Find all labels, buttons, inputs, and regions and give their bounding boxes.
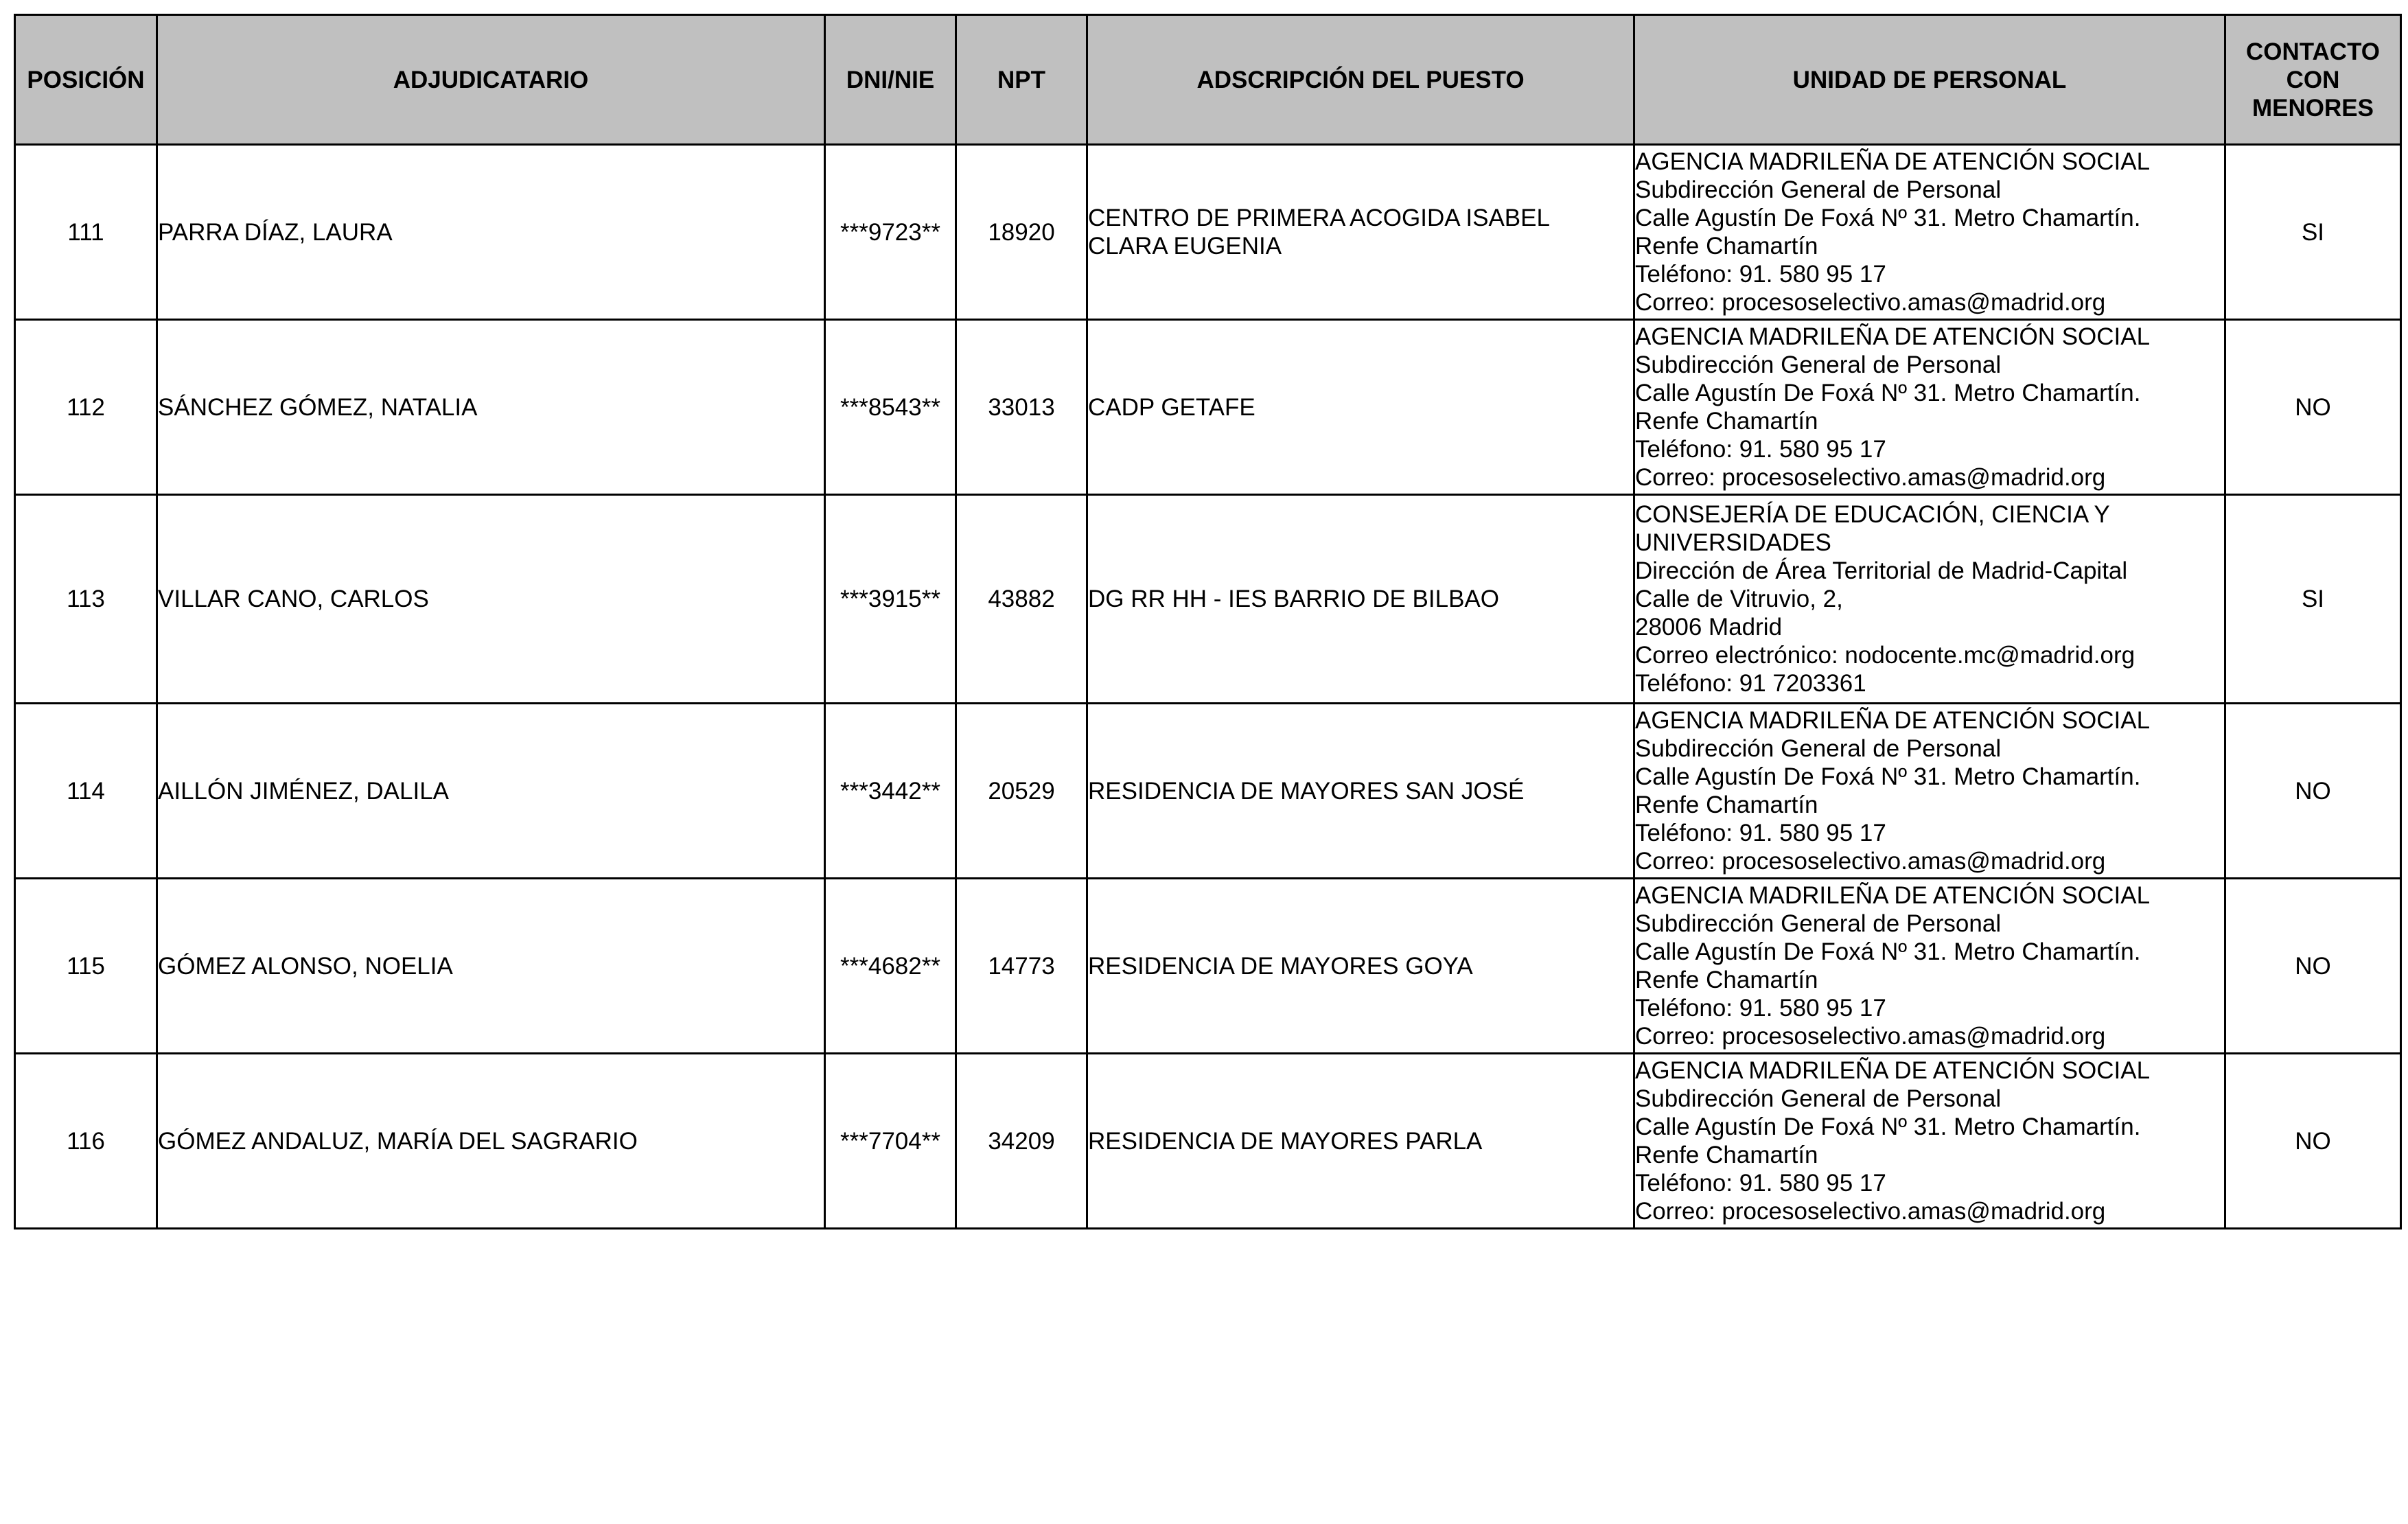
header-npt: NPT: [956, 15, 1087, 145]
cell-contacto: SI: [2225, 495, 2401, 704]
cell-adjudicatario: GÓMEZ ALONSO, NOELIA: [157, 879, 825, 1054]
unidad-text: AGENCIA MADRILEÑA DE ATENCIÓN SOCIAL Subdirección General de Personal Calle Agustín De Foxá Nº 31. Metro Chamartín. Renfe Chamartín Teléfono: 91. 580 95 17 Correo: procesoselectivo.amas@madrid.org: [1635, 323, 2151, 491]
cell-contacto: NO: [2225, 704, 2401, 879]
table-row: [15, 704, 2401, 879]
adjudications-table: [14, 14, 2402, 1229]
header-adscripcion: ADSCRIPCIÓN DEL PUESTO: [1087, 15, 1634, 145]
cell-dni: ***4682**: [825, 879, 956, 1054]
cell-adscripcion: DG RR HH - IES BARRIO DE BILBAO: [1087, 495, 1634, 704]
table-row: [15, 495, 2401, 704]
cell-dni: ***3442**: [825, 704, 956, 879]
table-row: [15, 879, 2401, 1054]
cell-npt: 18920: [956, 145, 1087, 320]
cell-npt: 14773: [956, 879, 1087, 1054]
cell-adscripcion: RESIDENCIA DE MAYORES SAN JOSÉ: [1087, 704, 1634, 879]
cell-unidad: [1634, 704, 2225, 879]
cell-unidad: [1634, 320, 2225, 495]
cell-contacto: SI: [2225, 145, 2401, 320]
cell-adjudicatario: GÓMEZ ANDALUZ, MARÍA DEL SAGRARIO: [157, 1054, 825, 1229]
header-adjudicatario: ADJUDICATARIO: [157, 15, 825, 145]
cell-dni: ***9723**: [825, 145, 956, 320]
cell-adscripcion: CADP GETAFE: [1087, 320, 1634, 495]
cell-posicion: 111: [15, 145, 157, 320]
cell-npt: 43882: [956, 495, 1087, 704]
cell-posicion: 116: [15, 1054, 157, 1229]
header-unidad: UNIDAD DE PERSONAL: [1634, 15, 2225, 145]
cell-posicion: 112: [15, 320, 157, 495]
header-contacto-line-3: MENORES: [2252, 94, 2374, 122]
header-contacto-line-1: CONTACTO: [2245, 38, 2381, 65]
header-posicion: POSICIÓN: [15, 15, 157, 145]
header-contacto-line-2: CON: [2286, 66, 2340, 93]
cell-unidad: [1634, 495, 2225, 704]
cell-npt: 20529: [956, 704, 1087, 879]
cell-adjudicatario: PARRA DÍAZ, LAURA: [157, 145, 825, 320]
header-dni: DNI/NIE: [825, 15, 956, 145]
cell-adjudicatario: AILLÓN JIMÉNEZ, DALILA: [157, 704, 825, 879]
cell-npt: 34209: [956, 1054, 1087, 1229]
cell-unidad: [1634, 1054, 2225, 1229]
cell-unidad: [1634, 145, 2225, 320]
unidad-text: AGENCIA MADRILEÑA DE ATENCIÓN SOCIAL Subdirección General de Personal Calle Agustín De Foxá Nº 31. Metro Chamartín. Renfe Chamartín Teléfono: 91. 580 95 17 Correo: procesoselectivo.amas@madrid.org: [1635, 148, 2151, 316]
cell-adjudicatario: SÁNCHEZ GÓMEZ, NATALIA: [157, 320, 825, 495]
table-row: [15, 145, 2401, 320]
cell-dni: ***8543**: [825, 320, 956, 495]
cell-contacto: NO: [2225, 1054, 2401, 1229]
cell-npt: 33013: [956, 320, 1087, 495]
table-row: [15, 1054, 2401, 1229]
cell-posicion: 115: [15, 879, 157, 1054]
cell-contacto: NO: [2225, 320, 2401, 495]
cell-contacto: NO: [2225, 879, 2401, 1054]
unidad-text: AGENCIA MADRILEÑA DE ATENCIÓN SOCIAL Subdirección General de Personal Calle Agustín De Foxá Nº 31. Metro Chamartín. Renfe Chamartín Teléfono: 91. 580 95 17 Correo: procesoselectivo.amas@madrid.org: [1635, 1057, 2151, 1225]
table-header-row: [15, 15, 2401, 145]
cell-posicion: 113: [15, 495, 157, 704]
cell-posicion: 114: [15, 704, 157, 879]
cell-adscripcion: CENTRO DE PRIMERA ACOGIDA ISABEL CLARA EUGENIA: [1087, 145, 1634, 320]
cell-adscripcion: RESIDENCIA DE MAYORES GOYA: [1087, 879, 1634, 1054]
cell-unidad: [1634, 879, 2225, 1054]
cell-adscripcion: RESIDENCIA DE MAYORES PARLA: [1087, 1054, 1634, 1229]
unidad-text: CONSEJERÍA DE EDUCACIÓN, CIENCIA Y UNIVERSIDADES Dirección de Área Territorial de Madrid-Capital Calle de Vitruvio, 2, 28006 Madrid Correo electrónico: nodocente.mc@madrid.org Teléfono: 91 7203361: [1635, 501, 2135, 697]
cell-dni: ***3915**: [825, 495, 956, 704]
unidad-text: AGENCIA MADRILEÑA DE ATENCIÓN SOCIAL Subdirección General de Personal Calle Agustín De Foxá Nº 31. Metro Chamartín. Renfe Chamartín Teléfono: 91. 580 95 17 Correo: procesoselectivo.amas@madrid.org: [1635, 707, 2151, 875]
cell-dni: ***7704**: [825, 1054, 956, 1229]
unidad-text: AGENCIA MADRILEÑA DE ATENCIÓN SOCIAL Subdirección General de Personal Calle Agustín De Foxá Nº 31. Metro Chamartín. Renfe Chamartín Teléfono: 91. 580 95 17 Correo: procesoselectivo.amas@madrid.org: [1635, 882, 2151, 1050]
table-row: [15, 320, 2401, 495]
cell-adjudicatario: VILLAR CANO, CARLOS: [157, 495, 825, 704]
header-contacto-menores: [2225, 15, 2401, 145]
